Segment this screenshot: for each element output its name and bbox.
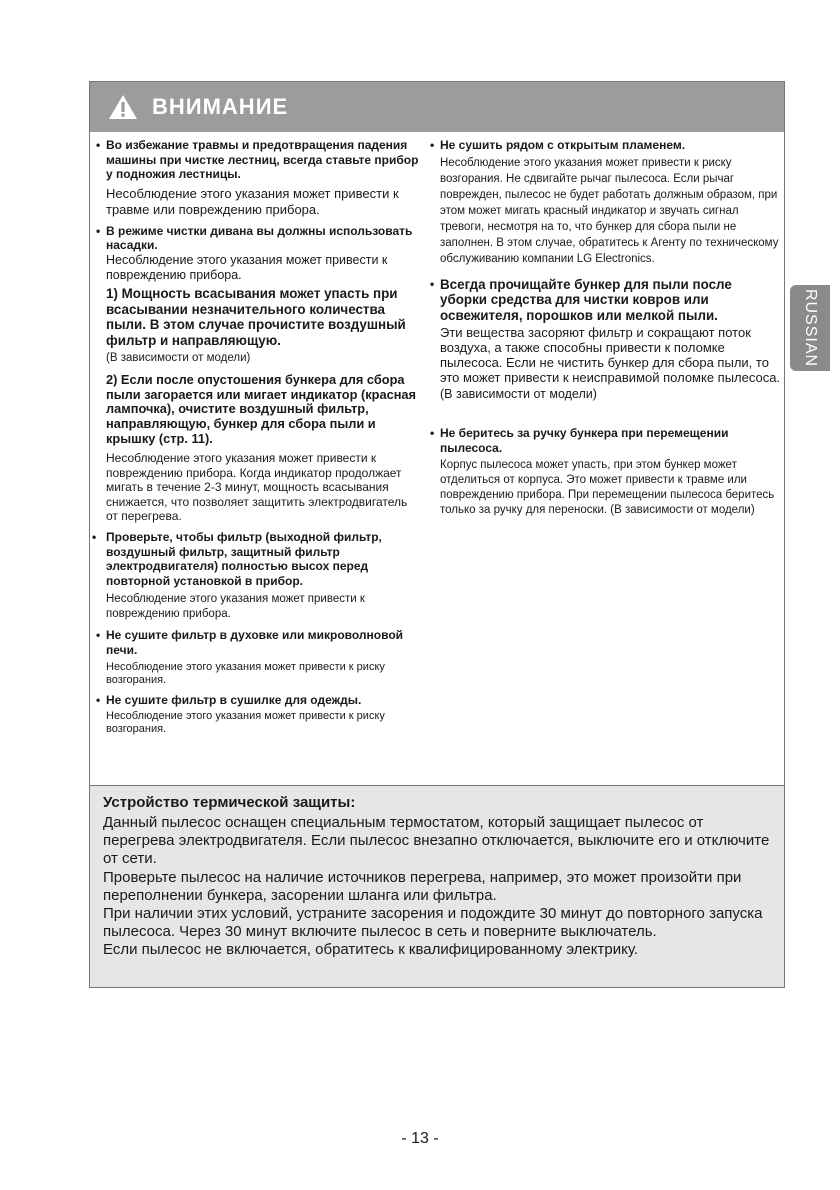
item-title: Всегда прочищайте бункер для пыли после уборки средства для чистки ковров или освежителя, порошков или мелкой пыли. bbox=[440, 276, 732, 323]
item-body: Корпус пылесоса может упасть, при этом бункер может отделиться от корпуса. Это может привести к травме или повреждению прибора. При перемещении пылесоса беритесь только за ручку для переноски. (В зависимости от модели) bbox=[440, 459, 775, 517]
thermal-title: Устройство термической защиты: bbox=[103, 794, 356, 811]
item-title: Не беритесь за ручку бункера при перемещении пылесоса. bbox=[440, 425, 729, 455]
model-note: (В зависимости от модели) bbox=[106, 351, 251, 364]
item-body: Эти вещества засоряют фильтр и сокращают поток воздуха, а также способны привести к поломке пылесоса. Если не чистить бункер для сбора пыли, то это может привести к неисправимой поломке пылесоса. bbox=[440, 325, 781, 386]
left-column bbox=[92, 138, 421, 742]
bullet: • bbox=[430, 276, 435, 291]
model-note: (В зависимости от модели) bbox=[440, 387, 597, 402]
warning-item bbox=[96, 628, 421, 686]
warning-item bbox=[96, 138, 421, 218]
warning-item bbox=[430, 426, 782, 518]
item-body: Несоблюдение этого указания может привести к повреждению прибора. bbox=[106, 252, 388, 282]
bullet: • bbox=[96, 628, 101, 643]
warning-item bbox=[92, 530, 421, 622]
warning-item bbox=[430, 138, 782, 267]
thermal-paragraph: При наличии этих условий, устраните засорения и подождите 30 минут до повторного запуска пылесоса. Через 30 минут включите пылесос в сеть и поверните выключатель. bbox=[103, 905, 763, 941]
item-title: Не сушите фильтр в духовке или микроволновой печи. bbox=[106, 628, 404, 658]
warning-triangle-icon bbox=[108, 94, 138, 120]
bullet: • bbox=[92, 530, 97, 545]
sub-item bbox=[106, 373, 421, 524]
warning-item bbox=[430, 277, 782, 402]
page-number: - 13 - bbox=[401, 1130, 439, 1147]
item-title: В режиме чистки дивана вы должны использовать насадки. bbox=[106, 223, 413, 253]
item-body: Несоблюдение этого указания может привести к риску возгорания. bbox=[106, 710, 385, 736]
thermal-paragraph: Данный пылесос оснащен специальным термостатом, который защищает пылесос от перегрева электродвигателя. Если пылесос внезапно отключается, выключите его и отключите от сети. bbox=[103, 814, 770, 868]
language-tab-label: RUSSIAN bbox=[802, 288, 819, 368]
item-body: Несоблюдение этого указания может привести к риску возгорания. Не сдвигайте рычаг пылесоса. Если рычаг поврежден, пылесос не будет работать должным образом, при этом может мигать красный индикатор и звучать сигнал тревоги, несмотря на то, что бункер для сбора пыли не заполнен. В этом случае, обратитесь к Агенту по техническому обслуживанию компании LG Electronics. bbox=[440, 156, 779, 265]
bullet: • bbox=[430, 425, 435, 440]
sub-item-title: 2) Если после опустошения бункера для сбора пыли загорается или мигает индикатор (красная лампочка), очистите воздушный фильтр, направляющую, бункер для сбора пыли и крышку (стр. 11). bbox=[106, 372, 417, 446]
bullet: • bbox=[96, 223, 101, 238]
item-body: Несоблюдение этого указания может привести к риску возгорания. bbox=[106, 660, 385, 686]
sub-item-body: Несоблюдение этого указания может привести к повреждению прибора. Когда индикатор продолжает мигать в течение 2-3 минут, мощность всасывания снижается, что позволяет защитить электродвигатель от перегрева. bbox=[106, 451, 408, 524]
warning-box bbox=[89, 81, 785, 786]
item-body: Несоблюдение этого указания может привести к повреждению прибора. bbox=[106, 593, 365, 621]
item-title: Не сушить рядом с открытым пламенем. bbox=[440, 138, 686, 152]
item-title: Не сушите фильтр в сушилке для одежды. bbox=[106, 692, 362, 707]
thermal-paragraph: Проверьте пылесос на наличие источников перегрева, например, это может произойти при переполнении бункера, засорении шланга или фильтра. bbox=[103, 868, 742, 904]
sub-item-title: 1) Мощность всасывания может упасть при всасывании незначительного количества пыли. В этом случае прочистите воздушный фильтр и направляющую. bbox=[106, 286, 406, 348]
warning-title: ВНИМАНИЕ bbox=[152, 94, 289, 119]
warning-item bbox=[96, 693, 421, 737]
bullet: • bbox=[96, 138, 101, 152]
thermal-paragraph: Если пылесос не включается, обратитесь к квалифицированному электрику. bbox=[103, 941, 638, 959]
language-tab bbox=[790, 285, 830, 371]
item-title: Проверьте, чтобы фильтр (выходной фильтр, воздушный фильтр, защитный фильтр электродвигателя) полностью высох перед повторной установкой в прибор. bbox=[106, 530, 382, 588]
warning-header bbox=[90, 82, 784, 132]
bullet: • bbox=[430, 138, 435, 152]
item-body: Несоблюдение этого указания может привести к травме или повреждению прибора. bbox=[106, 185, 399, 217]
item-title: Во избежание травмы и предотвращения падения машины при чистке лестниц, всегда ставьте прибор у подножия лестницы. bbox=[106, 138, 419, 182]
right-column bbox=[430, 138, 782, 524]
bullet: • bbox=[96, 692, 101, 707]
sub-item bbox=[106, 286, 421, 365]
warning-item bbox=[96, 224, 421, 524]
thermal-protection-box bbox=[89, 786, 785, 988]
